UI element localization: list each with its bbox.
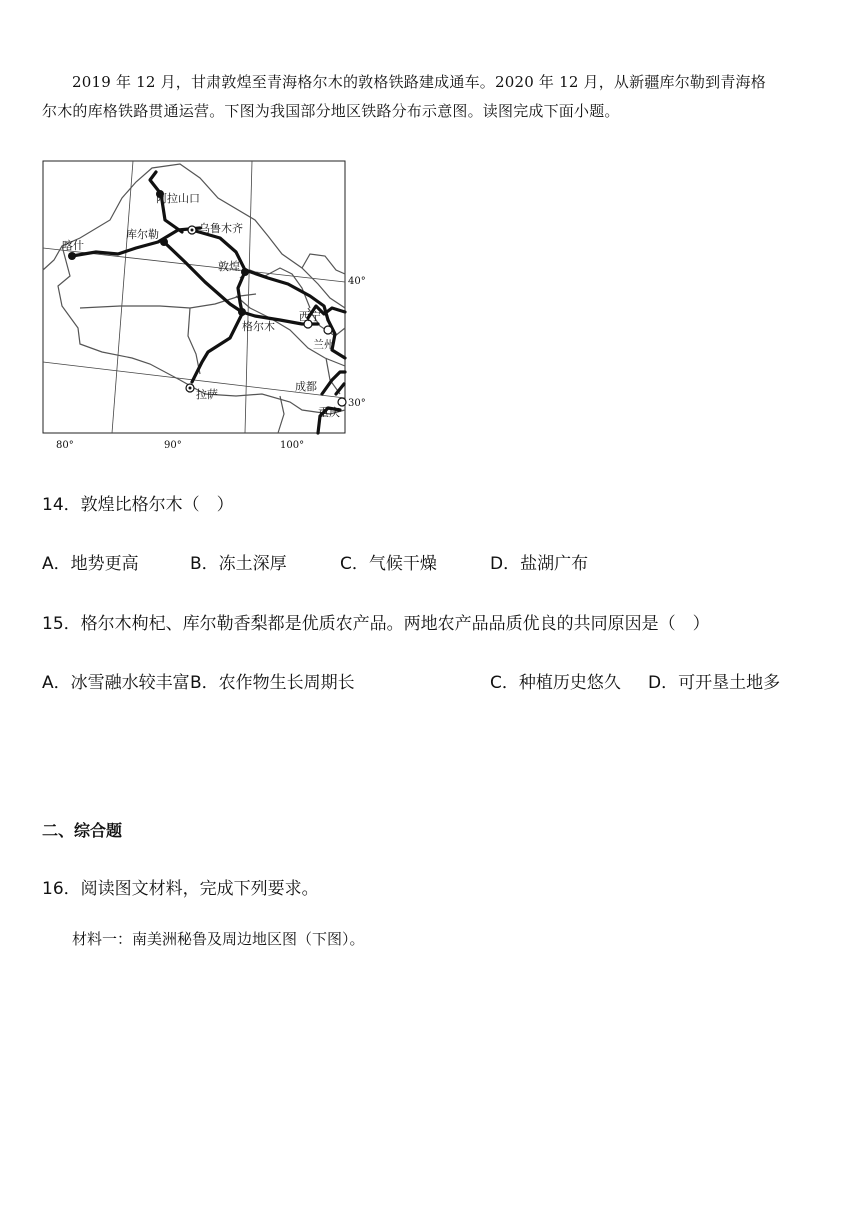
intro-line-2: 尔木的库格铁路贯通运营。下图为我国部分地区铁路分布示意图。读图完成下面小题。: [42, 102, 620, 120]
city-dot-golmud: [238, 308, 246, 316]
question-14-option-d[interactable]: D．盐湖广布: [490, 554, 589, 574]
question-14-option-a[interactable]: A．地势更高: [42, 554, 139, 574]
lat-label-30: 30°: [348, 398, 366, 409]
city-ring-urumqi-inner: [191, 229, 194, 232]
railway-dunhuang-golmud: [238, 274, 244, 312]
city-dot-kashgar: [68, 252, 76, 260]
question-14-option-c[interactable]: C．气候干燥: [340, 554, 437, 574]
label-chongqing: 重庆: [318, 406, 340, 419]
lat-label-40: 40°: [348, 276, 366, 287]
railway-chengdu: [322, 372, 345, 394]
city-dot-dunhuang: [241, 268, 249, 276]
label-kashgar: 喀什: [62, 239, 84, 252]
intro-paragraph: [42, 68, 822, 126]
section-2-title: 二、综合题: [42, 821, 123, 840]
city-ring-lhasa-inner: [189, 387, 192, 390]
lon-label-80: 80°: [56, 440, 74, 451]
intro-line-1: 2019 年 12 月，甘肃敦煌至青海格尔木的敦格铁路建成通车。2020 年 12 月，从新疆库尔勒到青海格: [72, 73, 766, 91]
question-15-stem: 15．格尔木枸杞、库尔勒香梨都是优质农产品。两地农产品品质优良的共同原因是（ ）: [42, 614, 710, 634]
question-15-option-b[interactable]: B．农作物生长周期长: [190, 673, 355, 693]
label-urumqi: 乌鲁木齐: [199, 222, 243, 235]
lon-label-90: 90°: [164, 440, 182, 451]
label-alashankou: 阿拉山口: [156, 192, 200, 205]
label-chengdu: 成都: [295, 380, 317, 393]
city-ring-lanzhou: [324, 326, 332, 334]
city-ring-chongqing: [338, 398, 346, 406]
question-15-option-a[interactable]: A．冰雪融水较丰富: [42, 673, 190, 693]
lon-label-100: 100°: [280, 440, 305, 451]
city-dot-korla: [160, 238, 168, 246]
question-15-option-d[interactable]: D．可开垦土地多: [648, 673, 781, 693]
label-korla: 库尔勒: [126, 228, 159, 241]
label-lanzhou: 兰州: [313, 338, 335, 351]
label-golmud: 格尔木: [242, 320, 275, 333]
question-14-stem: 14．敦煌比格尔木（ ）: [42, 495, 234, 515]
label-dunhuang: 敦煌: [218, 260, 240, 273]
label-xining: 西宁: [299, 310, 321, 323]
question-15-option-c[interactable]: C．种植历史悠久: [490, 673, 621, 693]
label-lhasa: 拉萨: [196, 388, 218, 401]
question-14-option-b[interactable]: B．冻土深厚: [190, 554, 287, 574]
railway-map: [40, 158, 380, 454]
railway-korla-golmud: [164, 242, 242, 312]
railway-sichuan-east: [336, 384, 344, 394]
question-16-material-1: 材料一：南美洲秘鲁及周边地区图（下图）。: [72, 930, 365, 948]
question-16-stem: 16．阅读图文材料，完成下列要求。: [42, 879, 319, 899]
